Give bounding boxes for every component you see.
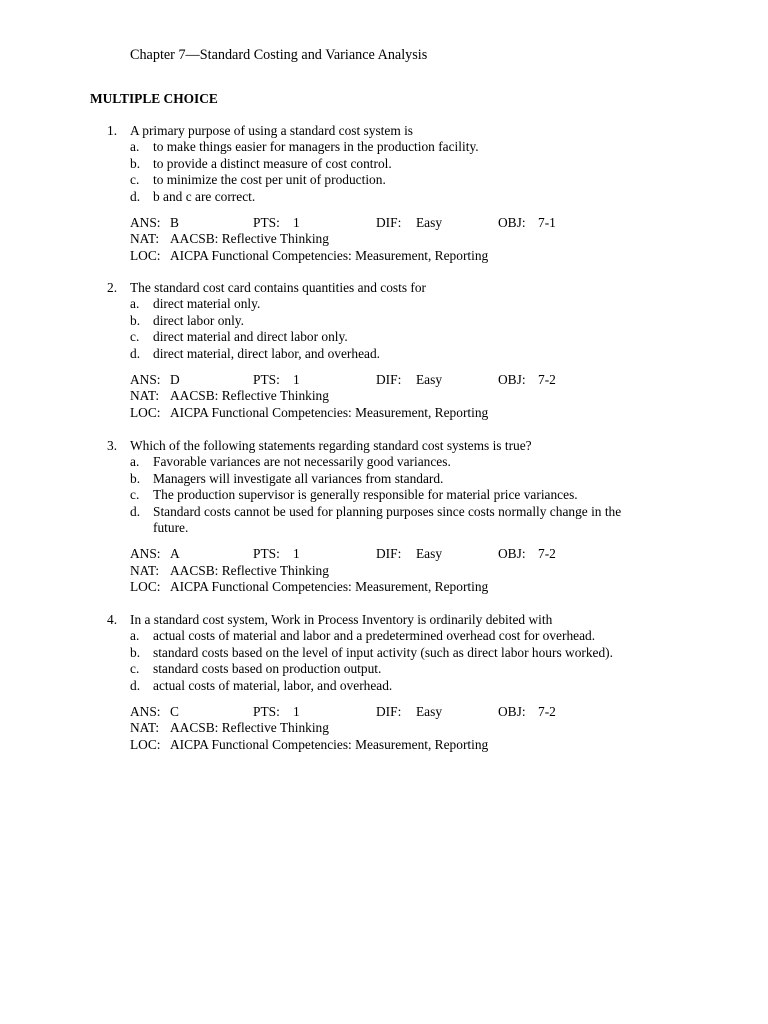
option-letter: d. xyxy=(130,188,141,204)
option-c xyxy=(0,172,768,188)
option-letter: a. xyxy=(130,454,140,470)
option-text: b and c are correct. xyxy=(153,188,256,204)
pts-value: 1 xyxy=(293,371,300,387)
nat-value: AACSB: Reflective Thinking xyxy=(170,562,329,578)
option-b xyxy=(0,156,768,172)
option-d xyxy=(0,346,768,362)
option-letter: a. xyxy=(130,628,140,644)
option-text: The production supervisor is generally responsible for material price variances. xyxy=(153,487,578,503)
pts-value: 1 xyxy=(293,214,300,230)
question-number: 2. xyxy=(107,280,118,295)
option-text: standard costs based on the level of input activity (such as direct labor hours worked). xyxy=(153,644,613,660)
obj-value: 7-2 xyxy=(538,703,556,719)
ans-label: ANS: xyxy=(130,546,161,562)
option-text: to provide a distinct measure of cost control. xyxy=(153,155,392,171)
option-text: Managers will investigate all variances from standard. xyxy=(153,470,444,486)
option-letter: a. xyxy=(130,296,140,312)
chapter-title: Chapter 7—Standard Costing and Variance Analysis xyxy=(130,47,428,63)
question-2 xyxy=(0,280,768,421)
option-a xyxy=(0,628,768,644)
loc-value: AICPA Functional Competencies: Measurement, Reporting xyxy=(170,247,489,263)
nat-label: NAT: xyxy=(130,388,160,404)
question-3 xyxy=(0,438,768,596)
option-text-continuation: future. xyxy=(153,519,189,535)
loc-label: LOC: xyxy=(130,736,161,752)
option-letter: b. xyxy=(130,470,141,486)
obj-value: 7-2 xyxy=(538,371,556,387)
question-number: 3. xyxy=(107,438,118,453)
nat-label: NAT: xyxy=(130,231,160,247)
option-d xyxy=(0,504,768,520)
question-text: In a standard cost system, Work in Process Inventory is ordinarily debited with xyxy=(130,612,553,627)
dif-value: Easy xyxy=(416,546,443,562)
option-c xyxy=(0,329,768,345)
option-text: direct material only. xyxy=(153,296,261,312)
option-a xyxy=(0,296,768,312)
dif-label: DIF: xyxy=(376,703,402,719)
option-letter: d. xyxy=(130,345,141,361)
pts-value: 1 xyxy=(293,546,300,562)
option-a xyxy=(0,454,768,470)
option-letter: d. xyxy=(130,503,141,519)
question-text: Which of the following statements regarding standard cost systems is true? xyxy=(130,438,532,453)
section-heading: MULTIPLE CHOICE xyxy=(90,91,218,106)
option-letter: b. xyxy=(130,644,141,660)
nat-value: AACSB: Reflective Thinking xyxy=(170,388,329,404)
obj-label: OBJ: xyxy=(498,371,526,387)
loc-label: LOC: xyxy=(130,404,161,420)
ans-value: D xyxy=(170,371,180,387)
option-text: standard costs based on production output. xyxy=(153,661,382,677)
question-number: 4. xyxy=(107,612,118,627)
option-d-continuation xyxy=(0,520,768,536)
option-d xyxy=(0,189,768,205)
option-letter: c. xyxy=(130,661,140,677)
nat-value: AACSB: Reflective Thinking xyxy=(170,720,329,736)
ans-value: A xyxy=(170,546,180,562)
obj-value: 7-2 xyxy=(538,546,556,562)
dif-value: Easy xyxy=(416,371,443,387)
nat-label: NAT: xyxy=(130,562,160,578)
option-letter: b. xyxy=(130,155,141,171)
obj-value: 7-1 xyxy=(538,214,556,230)
dif-label: DIF: xyxy=(376,546,402,562)
pts-label: PTS: xyxy=(253,371,280,387)
option-text: Favorable variances are not necessarily good variances. xyxy=(153,454,451,470)
question-text: The standard cost card contains quantities and costs for xyxy=(130,280,426,295)
option-text: actual costs of material, labor, and overhead. xyxy=(153,677,393,693)
option-b xyxy=(0,645,768,661)
dif-value: Easy xyxy=(416,703,443,719)
obj-label: OBJ: xyxy=(498,214,526,230)
loc-value: AICPA Functional Competencies: Measurement, Reporting xyxy=(170,579,489,595)
question-text: A primary purpose of using a standard cost system is xyxy=(130,123,414,138)
dif-value: Easy xyxy=(416,214,443,230)
ans-label: ANS: xyxy=(130,214,161,230)
option-letter: c. xyxy=(130,329,140,345)
pts-label: PTS: xyxy=(253,546,280,562)
option-text: direct material and direct labor only. xyxy=(153,329,348,345)
option-b xyxy=(0,471,768,487)
answer-metadata xyxy=(0,704,768,753)
option-letter: b. xyxy=(130,312,141,328)
question-number: 1. xyxy=(107,123,118,138)
nat-value: AACSB: Reflective Thinking xyxy=(170,231,329,247)
loc-label: LOC: xyxy=(130,247,161,263)
loc-value: AICPA Functional Competencies: Measurement, Reporting xyxy=(170,404,489,420)
answer-metadata xyxy=(0,546,768,595)
ans-label: ANS: xyxy=(130,703,161,719)
answer-metadata xyxy=(0,215,768,264)
option-text: actual costs of material and labor and a predetermined overhead cost for overhead. xyxy=(153,628,596,644)
option-text: Standard costs cannot be used for planning purposes since costs normally change in the xyxy=(153,503,622,519)
nat-label: NAT: xyxy=(130,720,160,736)
option-text: to minimize the cost per unit of production. xyxy=(153,172,386,188)
option-c xyxy=(0,661,768,677)
answer-metadata xyxy=(0,372,768,421)
option-a xyxy=(0,139,768,155)
ans-value: B xyxy=(170,214,179,230)
question-1 xyxy=(0,123,768,264)
option-text: direct labor only. xyxy=(153,312,244,328)
dif-label: DIF: xyxy=(376,371,402,387)
ans-value: C xyxy=(170,703,179,719)
pts-label: PTS: xyxy=(253,214,280,230)
ans-label: ANS: xyxy=(130,371,161,387)
dif-label: DIF: xyxy=(376,214,402,230)
option-b xyxy=(0,313,768,329)
loc-value: AICPA Functional Competencies: Measurement, Reporting xyxy=(170,736,489,752)
obj-label: OBJ: xyxy=(498,546,526,562)
option-text: to make things easier for managers in the production facility. xyxy=(153,139,479,155)
option-letter: d. xyxy=(130,677,141,693)
option-letter: c. xyxy=(130,487,140,503)
question-4 xyxy=(0,612,768,753)
pts-label: PTS: xyxy=(253,703,280,719)
pts-value: 1 xyxy=(293,703,300,719)
option-c xyxy=(0,487,768,503)
option-d xyxy=(0,678,768,694)
option-letter: c. xyxy=(130,172,140,188)
option-letter: a. xyxy=(130,139,140,155)
obj-label: OBJ: xyxy=(498,703,526,719)
loc-label: LOC: xyxy=(130,579,161,595)
option-text: direct material, direct labor, and overhead. xyxy=(153,345,380,361)
